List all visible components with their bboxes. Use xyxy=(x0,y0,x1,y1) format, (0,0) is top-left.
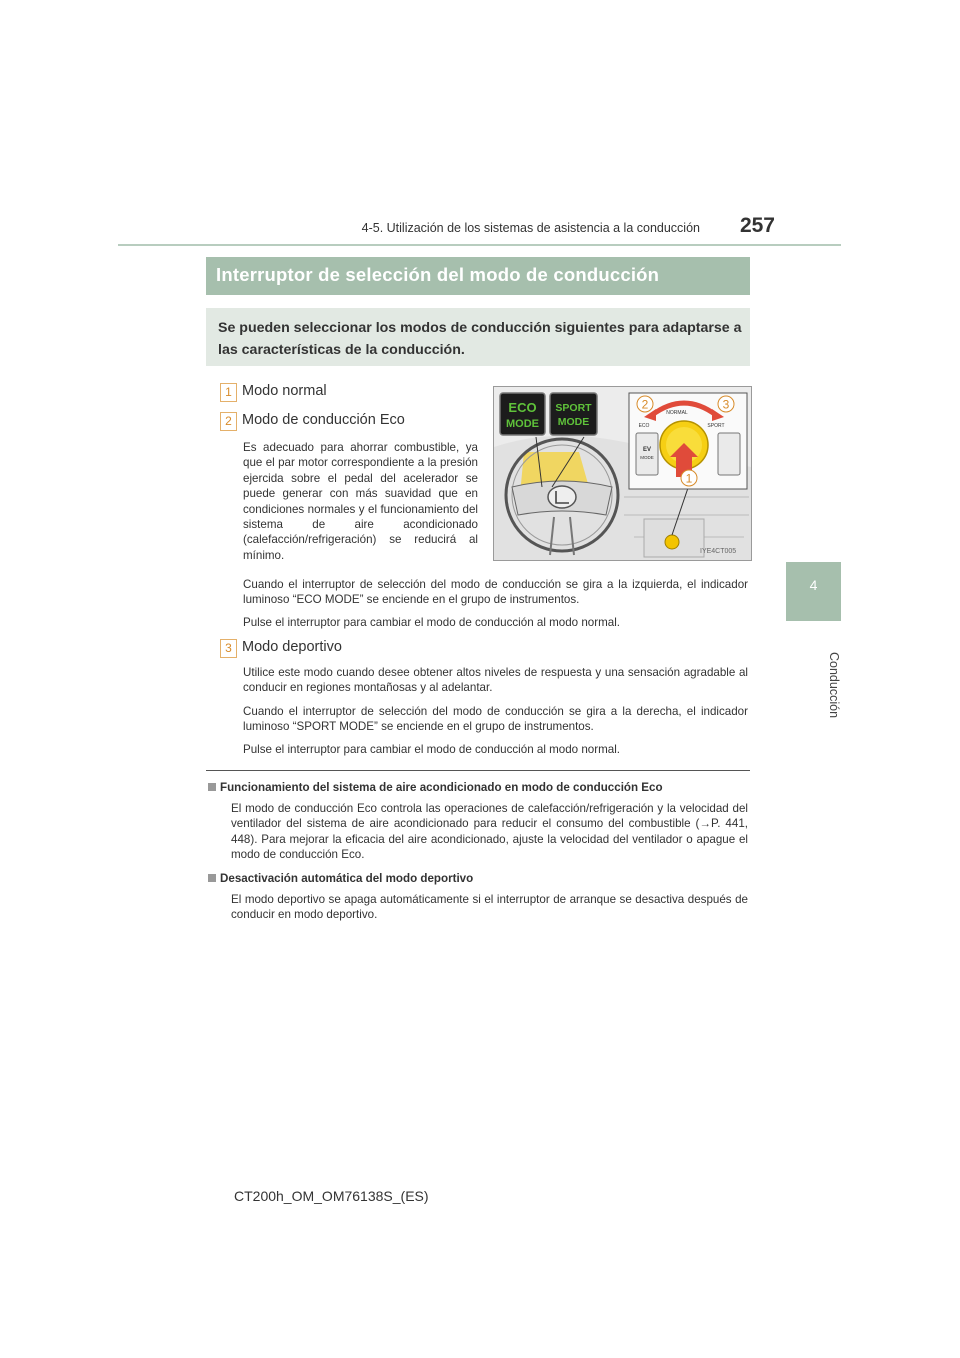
note-bullet-icon xyxy=(208,874,216,882)
section-breadcrumb: 4-5. Utilización de los sistemas de asistencia a la conducción xyxy=(361,221,700,235)
figure-code: IYE4CT005 xyxy=(700,548,737,555)
sport-indicator-line2: MODE xyxy=(557,416,590,428)
document-code-footer: CT200h_OM_OM76138S_(ES) xyxy=(234,1188,429,1204)
dashboard-illustration xyxy=(494,387,751,560)
item-number-1: 1 xyxy=(220,383,237,402)
intro-text: Se pueden seleccionar los modos de conducción siguientes para adaptarse a las características de la conducción. xyxy=(218,320,742,358)
note-eco-ac-text: El modo de conducción Eco controla las operaciones de calefacción/refrigeración y la velocidad del ventilador del sistema de aire acondicionado para reducir el consumo del combustible (→P. 441, 448). Para mejorar la eficacia del aire acondicionado, ajuste la velocidad del ventilador o apague el modo de conducción Eco. xyxy=(231,802,748,862)
sport-indicator-line1: SPORT xyxy=(555,402,592,414)
header-divider xyxy=(118,244,841,246)
ev-button-label: EV xyxy=(642,447,652,453)
sport-mode-return-text: Pulse el interruptor para cambiar el modo de conducción al modo normal. xyxy=(243,743,620,756)
sport-mode-description: Utilice este modo cuando desee obtener altos niveles de respuesta y una sensación agradable al conducir en regiones montañosas y al adelantar. xyxy=(243,666,748,695)
item-number-2: 2 xyxy=(220,412,237,431)
page-number: 257 xyxy=(739,214,775,237)
item-title-sport-mode: Modo deportivo xyxy=(242,639,342,655)
notes-divider xyxy=(206,770,750,771)
knob-label-eco: ECO xyxy=(638,423,650,429)
note-sport-off-text: El modo deportivo se apaga automáticamente si el interruptor de arranque se desactiva después de conducir en modo deportivo. xyxy=(231,893,748,922)
ev-button-mode-label: MODE xyxy=(640,455,654,460)
callout-2: 2 xyxy=(641,397,649,412)
knob-label-normal: NORMAL xyxy=(666,410,688,416)
eco-mode-description: Es adecuado para ahorrar combustible, ya que el par motor correspondiente a la presión ejercida sobre el pedal del acelerador se puede generar con más suavidad que en condiciones normales y el funcionamiento del sistema de aire acondicionado (calefacción/refrigeración) se reducirá al mínimo. xyxy=(243,441,478,562)
eco-indicator-line1: ECO xyxy=(508,400,537,415)
note-heading-sport-off xyxy=(208,872,473,885)
note-bullet-icon xyxy=(208,783,216,791)
chapter-number: 4 xyxy=(809,577,818,593)
eco-indicator-line2: MODE xyxy=(506,418,539,430)
item-number-3: 3 xyxy=(220,639,237,658)
note-heading-eco-ac xyxy=(208,781,663,794)
sport-mode-right-turn-text: Cuando el interruptor de selección del modo de conducción se gira a la derecha, el indicador luminoso “SPORT MODE” se enciende en el grupo de instrumentos. xyxy=(243,705,748,734)
item-title-normal-mode: Modo normal xyxy=(242,383,327,399)
eco-mode-left-turn-text: Cuando el interruptor de selección del modo de conducción se gira a la izquierda, el indicador luminoso “ECO MODE” se enciende en el grupo de instrumentos. xyxy=(243,578,748,607)
callout-1: 1 xyxy=(685,471,693,486)
knob-label-sport: SPORT xyxy=(707,423,725,429)
section-title: Interruptor de selección del modo de conducción xyxy=(216,264,660,285)
note-heading-eco-ac-text: Funcionamiento del sistema de aire acondicionado en modo de conducción Eco xyxy=(220,781,663,794)
chapter-label-text: Conducción xyxy=(827,651,841,718)
callout-3: 3 xyxy=(722,397,730,412)
drive-mode-figure xyxy=(493,386,752,561)
note-heading-sport-off-text: Desactivación automática del modo deportivo xyxy=(220,872,474,885)
chapter-label xyxy=(786,625,841,745)
item-title-eco-mode: Modo de conducción Eco xyxy=(242,412,405,428)
eco-mode-return-text: Pulse el interruptor para cambiar el modo de conducción al modo normal. xyxy=(243,616,620,629)
